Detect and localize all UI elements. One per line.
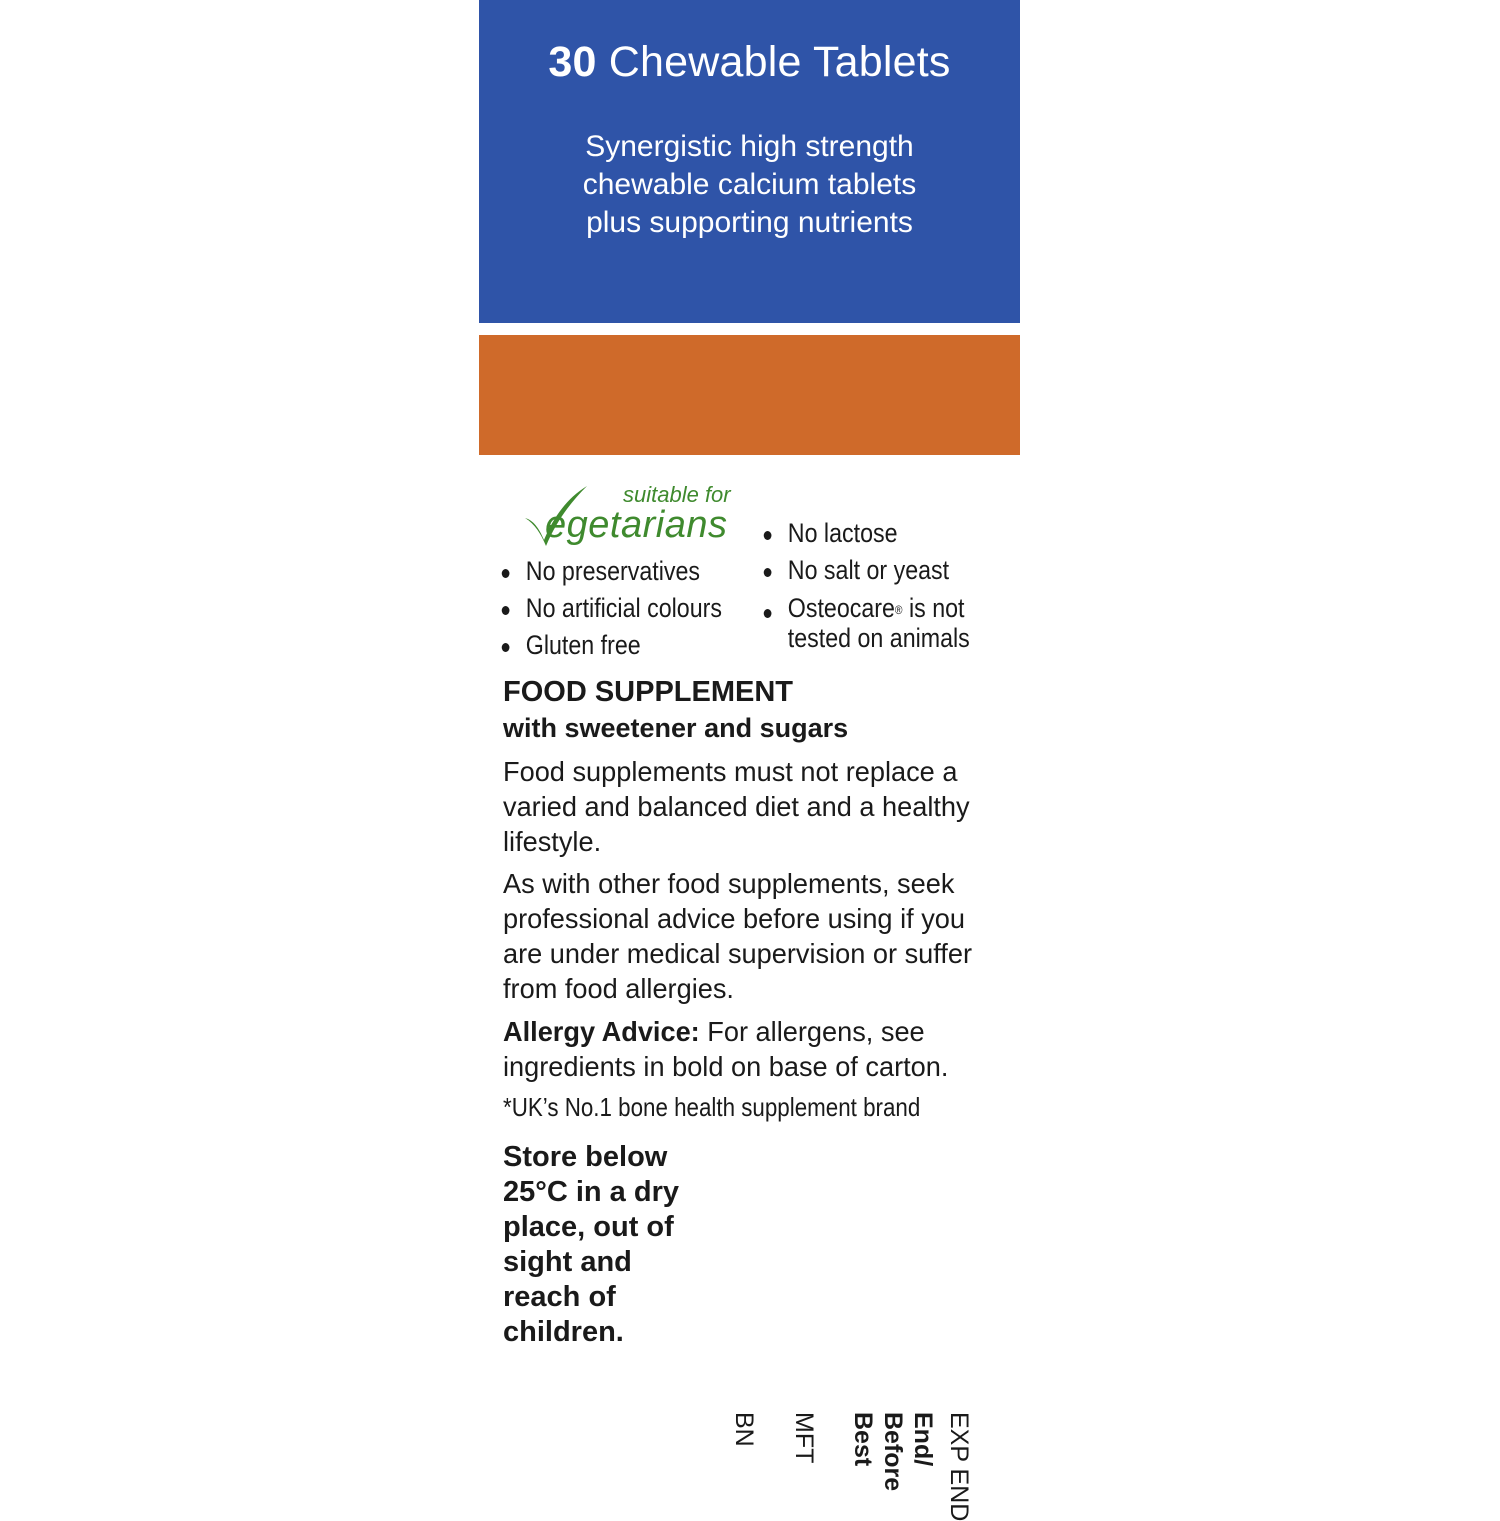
storage-instructions: Store below 25°C in a dry place, out of sight and reach of children. [503, 1141, 679, 1348]
expiry-label: EXP END [945, 1412, 973, 1521]
tagline-line-2: chewable calcium tablets [582, 168, 917, 201]
product-tagline [479, 128, 1020, 242]
allergy-advice-text: For allergens, see ingredients in bold on base of carton. [503, 1016, 949, 1082]
manufacture-date-label: MFT [790, 1412, 818, 1464]
diet-warning-paragraph: Food supplements must not replace a varied and balanced diet and a healthy lifestyle. [503, 756, 970, 857]
feature-no-artificial-colours: No artificial colours [500, 590, 722, 627]
feature-no-preservatives: No preservatives [500, 553, 722, 590]
tablet-count [479, 38, 1020, 87]
vegetarian-logo [523, 480, 753, 550]
allergy-advice-paragraph [503, 1014, 998, 1084]
registered-mark: ® [894, 603, 903, 617]
feature-text-2: tested on animals [787, 623, 970, 653]
best-label: Best [849, 1412, 877, 1467]
veg-logo-big-text: egetarians [545, 504, 728, 546]
feature-no-salt-yeast: No salt or yeast [762, 552, 970, 589]
medical-advice-paragraph: As with other food supplements, seek professional advice before using if you are under medical supervision or suffer from food allergies. [503, 868, 973, 1004]
orange-band [479, 335, 1020, 455]
feature-list-left [500, 553, 722, 664]
food-supplement-subtitle: with sweetener and sugars [503, 713, 849, 743]
feature-list-right [762, 515, 970, 653]
food-supplement-title: FOOD SUPPLEMENT [503, 676, 794, 708]
end-label: End/ [909, 1412, 937, 1467]
tablet-count-number: 30 [548, 38, 597, 86]
tagline-line-3: plus supporting nutrients [586, 206, 913, 239]
feature-gluten-free: Gluten free [500, 627, 722, 664]
tagline-line-1: Synergistic high strength [585, 130, 914, 163]
before-label: Before [879, 1412, 907, 1492]
brand-name: Osteocare [787, 593, 895, 623]
allergy-advice-label: Allergy Advice: [503, 1016, 700, 1047]
feature-text-1: is not [902, 593, 965, 623]
brand-footnote: *UK’s No.1 bone health supplement brand [503, 1092, 921, 1122]
header-blue-band [479, 0, 1020, 323]
batch-number-label: BN [730, 1412, 758, 1447]
tablet-count-label: Chewable Tablets [608, 38, 951, 86]
product-label-panel [479, 0, 1020, 1521]
veg-logo-small-text: suitable for [623, 482, 731, 507]
feature-not-tested-on-animals [762, 589, 970, 653]
feature-no-lactose: No lactose [762, 515, 970, 552]
